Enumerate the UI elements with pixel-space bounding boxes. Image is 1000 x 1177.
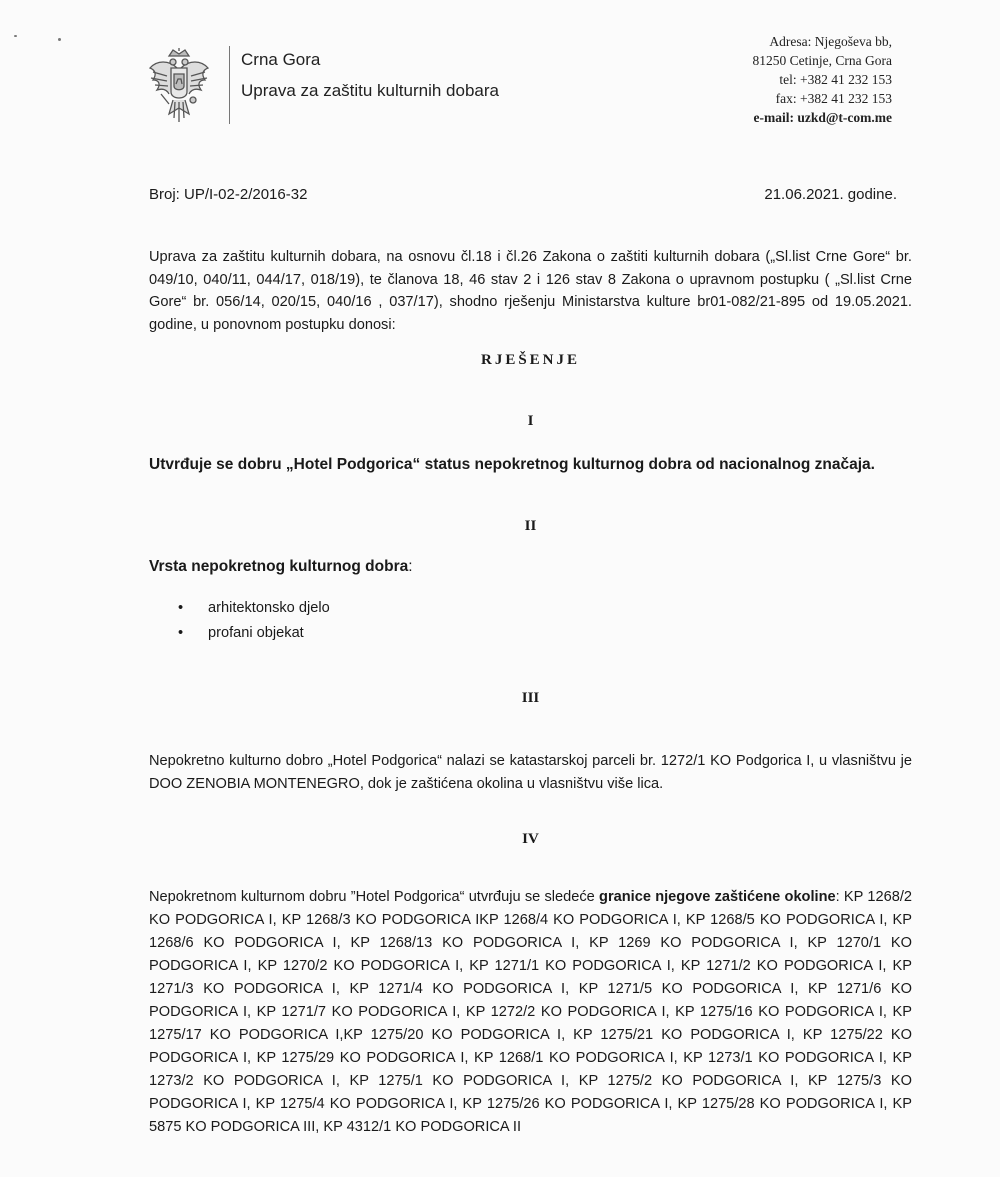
section-2-colon: : (408, 558, 413, 575)
list-item: • arhitektonsko djelo (178, 596, 330, 621)
document-number: Broj: UP/I-02-2/2016-32 (149, 186, 308, 203)
section-3-number: III (521, 690, 540, 706)
address-block (753, 32, 892, 127)
section-4-lead: Nepokretnom kulturnom dobru ”Hotel Podgorica“ utvrđuju se sledeće (149, 889, 600, 905)
header-divider (229, 46, 230, 124)
decision-title: RJEŠENJE (480, 352, 581, 368)
section-4-parcels: : KP 1268/2 KO PODGORICA I, KP 1268/3 KO PODGORICA IKP 1268/4 KO PODGORICA I, KP 1268/5 KO PODGORICA I, KP 1268/6 KO PODGORICA I, KP 1268/13 KO PODGORICA I, KP 1269 KO PODGORICA I, KP 1270/1 KO PODGORICA I, KP 1270/2 KO PODGORICA I, KP 1271/1 KO PODGORICA I, KP 1271/2 KO PODGORICA I, KP 1271/3 KO PODGORICA I, KP 1271/4 KO PODGORICA I, KP 1271/5 KO PODGORICA I, KP 1271/6 KO PODGORICA I, KP 1271/7 KO PODGORICA I, KP 1272/2 KO PODGORICA I, KP 1275/16 KO PODGORICA I, KP 1275/17 KO PODGORICA I,KP 1275/20 KO PODGORICA I, KP 1275/21 KO PODGORICA I, KP 1275/22 KO PODGORICA I, KP 1275/29 KO PODGORICA I, KP 1268/1 KO PODGORICA I, KP 1273/1 KO PODGORICA I, KP 1273/2 KO PODGORICA I, KP 1275/1 KO PODGORICA I, KP 1275/2 KO PODGORICA I, KP 1275/3 KO PODGORICA I, KP 1275/4 KO PODGORICA I, KP 1275/26 KO PODGORICA I, KP 1275/28 KO PODGORICA I, KP 5875 KO PODGORICA III, KP 4312/1 KO PODGORICA II (149, 889, 912, 1135)
address-street: Adresa: Njegoševa bb, (769, 34, 892, 49)
section-2-number: II (524, 518, 537, 534)
org-name: Uprava za zaštitu kulturnih dobara (241, 81, 499, 100)
scan-speck (14, 35, 17, 37)
section-4-text (149, 886, 912, 1139)
address-fax: fax: +382 41 232 153 (775, 91, 892, 106)
address-tel: tel: +382 41 232 153 (779, 72, 892, 87)
section-2-label: Vrsta nepokretnog kulturnog dobra (149, 558, 409, 575)
section-4-bold: granice njegove zaštićene okoline (599, 889, 836, 905)
org-country: Crna Gora (241, 50, 321, 69)
section-2-heading (149, 556, 912, 579)
section-3-text: Nepokretno kulturno dobro „Hotel Podgorica“ nalazi se katastarskoj parceli br. 1272/1 KO Podgorica I, u vlasništvu je DOO ZENOBIA MONTENEGRO, dok je zaštićena okolina u vlasništvu više lica. (149, 753, 912, 792)
list-item: • profani objekat (178, 621, 330, 646)
intro-paragraph: Uprava za zaštitu kulturnih dobara, na osnovu čl.18 i čl.26 Zakona o zaštiti kulturnih dobara („Sl.list Crne Gore“ br. 049/10, 040/11, 044/17, 018/19), te članova 18, 46 stav 2 i 126 stav 8 Zakona o upravnom postupku ( „Sl.list Crne Gore“ br. 056/14, 020/15, 040/16 , 037/17), shodno rješenju Ministarstva kulture br01-082/21-895 od 19.05.2021. godine, u ponovnom postupku donosi: (149, 249, 912, 333)
document-date: 21.06.2021. godine. (764, 186, 897, 203)
coat-of-arms-icon (147, 48, 211, 124)
section-1-text: Utvrđuje se dobru „Hotel Podgorica“ status nepokretnog kulturnog dobra od nacionalnog značaja. (149, 456, 875, 473)
section-4-number: IV (522, 831, 539, 847)
scan-speck (58, 38, 61, 41)
section-2-list (178, 596, 330, 646)
address-city: 81250 Cetinje, Crna Gora (752, 53, 892, 68)
section-1-number: I (527, 413, 534, 429)
address-email: e-mail: uzkd@t-com.me (753, 110, 892, 125)
